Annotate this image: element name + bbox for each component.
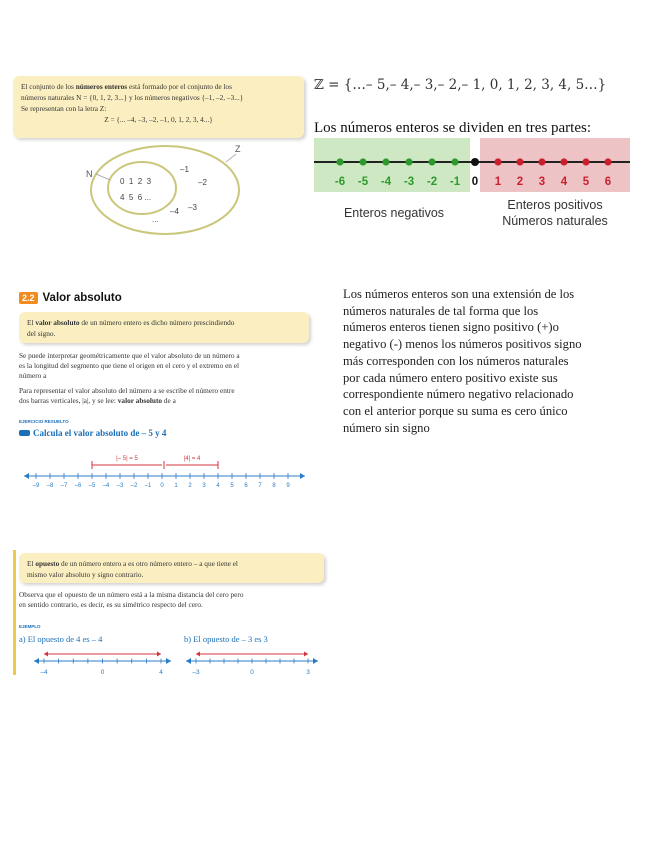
example-a-label: a) El opuesto de 4 es – 4 [19,634,103,644]
venn-z-ellipse [91,146,239,234]
absolute-value-definition-box [19,312,309,343]
negative-point [359,158,366,165]
axis-tick-label: 7 [258,483,262,489]
positive-tick-label: 2 [516,176,524,188]
paragraph-line: por cada número entero positivo existe sus [343,370,558,385]
positive-point [582,158,589,165]
axis-tick-label: –7 [60,483,68,489]
opposite-definition-box [19,553,324,583]
venn-label-z: Z [235,144,241,154]
negative-tick-label: -4 [380,176,392,188]
venn-outer-c: –4 [170,207,179,216]
axis-tick-label: 0 [250,669,254,676]
paragraph-line: más corresponden con los números naturales [343,353,569,368]
paragraph-line: correspondiente número negativo relacionado [343,387,574,402]
exercise-tag: EJERCICIO RESUELTO [19,419,69,424]
positive-label-2: Números naturales [502,214,608,228]
opposite-def-line1: El opuesto de un número entero a es otro número entero – a que tiene el [27,559,238,568]
negative-tick-label: -2 [426,176,438,188]
absolute-value-number-line [22,450,307,495]
negative-point [428,158,435,165]
negative-point [382,158,389,165]
axis-tick-label: 1 [174,483,178,489]
example-tag: EJEMPLO [19,624,41,629]
integers-definition-box [13,76,304,138]
axis-tick-label: 9 [286,483,290,489]
axis-tick-label: 5 [230,483,234,489]
axis-arrow-left [34,658,39,664]
negative-tick-label: -1 [449,176,461,188]
opposite-a-number-line [30,645,175,680]
paragraph-line: números enteros tienen signo positivo (+)o [343,320,559,335]
axis-arrow-left [24,473,29,479]
axis-tick-label: –3 [116,483,124,489]
venn-outer-d: –3 [188,203,197,212]
integers-def-set: Z = {... –4, –3, –2, –1, 0, 1, 2, 3, 4...} [104,115,213,124]
absolute-def-line2: del signo. [27,329,56,338]
negative-label: Enteros negativos [343,206,445,220]
positive-tick-label: 6 [604,176,612,188]
absolute-value-title: Valor absoluto [42,292,122,304]
exercise-icon [19,430,30,436]
symmetry-arrow-left [44,652,48,657]
axis-tick-label: –9 [32,483,40,489]
axis-tick-label: –5 [88,483,96,489]
axis-tick-label: –2 [130,483,138,489]
zero-point [471,158,479,166]
axis-arrow-right [166,658,171,664]
venn-inner-row1: 0 1 2 3 [120,177,152,186]
opposite-para: Observa que el opuesto de un número está a la misma distancia del cero pero en sentido contrario, es decir, es su simétrico respecto del cero. [19,590,244,609]
integers-def-line1: El conjunto de los números enteros está formado por el conjunto de los [21,82,232,91]
opposite-b-number-line [182,645,322,680]
axis-arrow-right [300,473,305,479]
positive-tick-label: 4 [560,176,568,188]
three-parts-number-line [312,136,632,228]
positive-point [494,158,501,165]
absolute-para2: Para representar el valor absoluto del número a se escribe el número entre dos barras verticales, |a|, y se lee: valor absoluto de a [19,386,235,405]
negative-tick-label: -5 [357,176,369,188]
axis-tick-label: –1 [144,483,152,489]
exercise-title: Calcula el valor absoluto de – 5 y 4 [19,428,166,438]
three-parts-title: Los números enteros se dividen en tres partes: [314,120,592,136]
negative-tick-label: -6 [334,176,346,188]
negative-point [405,158,412,165]
axis-tick-label: –4 [40,669,48,676]
absolute-value-heading [19,292,122,304]
positive-tick-label: 1 [494,176,502,188]
axis-tick-label: 6 [244,483,248,489]
axis-tick-label: 2 [188,483,192,489]
venn-n-pointer [96,174,110,180]
integers-def-line3: Se representan con la letra Z: [21,104,107,113]
venn-z-pointer [226,154,236,162]
venn-label-n: N [86,169,93,179]
axis-tick-label: –8 [46,483,54,489]
positive-point [560,158,567,165]
positive-point [604,158,611,165]
paragraph-line: número sin signo [343,420,430,435]
negative-point [451,158,458,165]
axis-tick-label: 3 [306,669,310,676]
integers-explanation-paragraph [343,286,643,436]
positive-label-1: Enteros positivos [507,198,603,212]
axis-tick-label: –3 [192,669,200,676]
zero-label: 0 [471,176,479,188]
axis-tick-label: 3 [202,483,206,489]
venn-outer-a: –1 [180,165,189,174]
symmetry-arrow-right [157,652,161,657]
axis-tick-label: 0 [100,669,105,676]
opposite-def-line2: mismo valor absoluto y signo contrario. [27,570,144,579]
axis-tick-label: 0 [160,483,164,489]
positive-tick-label: 5 [582,176,590,188]
paragraph-line: negativo (-) menos los números positivos signo [343,337,582,352]
section-badge: 2.2 [19,292,38,304]
paragraph-line: Los números enteros son una extensión de los [343,287,575,301]
paragraph-line: números naturales de tal forma que los [343,303,539,318]
positive-tick-label: 3 [538,176,546,188]
axis-arrow-right [313,658,318,664]
positive-point [516,158,523,165]
axis-tick-label: 4 [216,483,220,489]
integers-def-line2: números naturales N = {0, 1, 2, 3...} y los números negativos {–1, –2, –3...} [21,93,244,102]
z-set-notation: ℤ = {…– 5,– 4,– 3,– 2,– 1, 0, 1, 2, 3, 4, 5…} [314,77,607,93]
venn-n-ellipse [108,162,176,214]
segment-minus5-label: |– 5| = 5 [116,456,138,462]
absolute-para1: Se puede interpretar geométricamente que el valor absoluto de un número a es la longitud del segmento que tiene el origen en el cero y el extremo en el número a [19,351,240,380]
positive-point [538,158,545,165]
axis-tick-label: –4 [102,483,110,489]
venn-outer-e: ... [152,215,159,224]
venn-inner-row2: 4 5 6 ... [120,193,152,202]
symmetry-arrow-right [304,652,308,657]
example-b-label: b) El opuesto de – 3 es 3 [184,634,268,644]
opposite-left-rule [13,550,16,675]
paragraph-line: con el anterior porque su suma es cero único [343,403,568,418]
axis-tick-label: –6 [74,483,82,489]
axis-arrow-left [186,658,191,664]
symmetry-arrow-left [196,652,200,657]
negative-tick-label: -3 [403,176,415,188]
negative-point [336,158,343,165]
segment-4-label: |4| = 4 [183,456,201,462]
absolute-def-line1: El valor absoluto de un número entero es dicho número prescindiendo [27,318,235,327]
axis-tick-label: 8 [272,483,276,489]
axis-tick-label: 4 [159,669,163,676]
venn-outer-b: –2 [198,178,207,187]
venn-diagram [80,140,250,240]
